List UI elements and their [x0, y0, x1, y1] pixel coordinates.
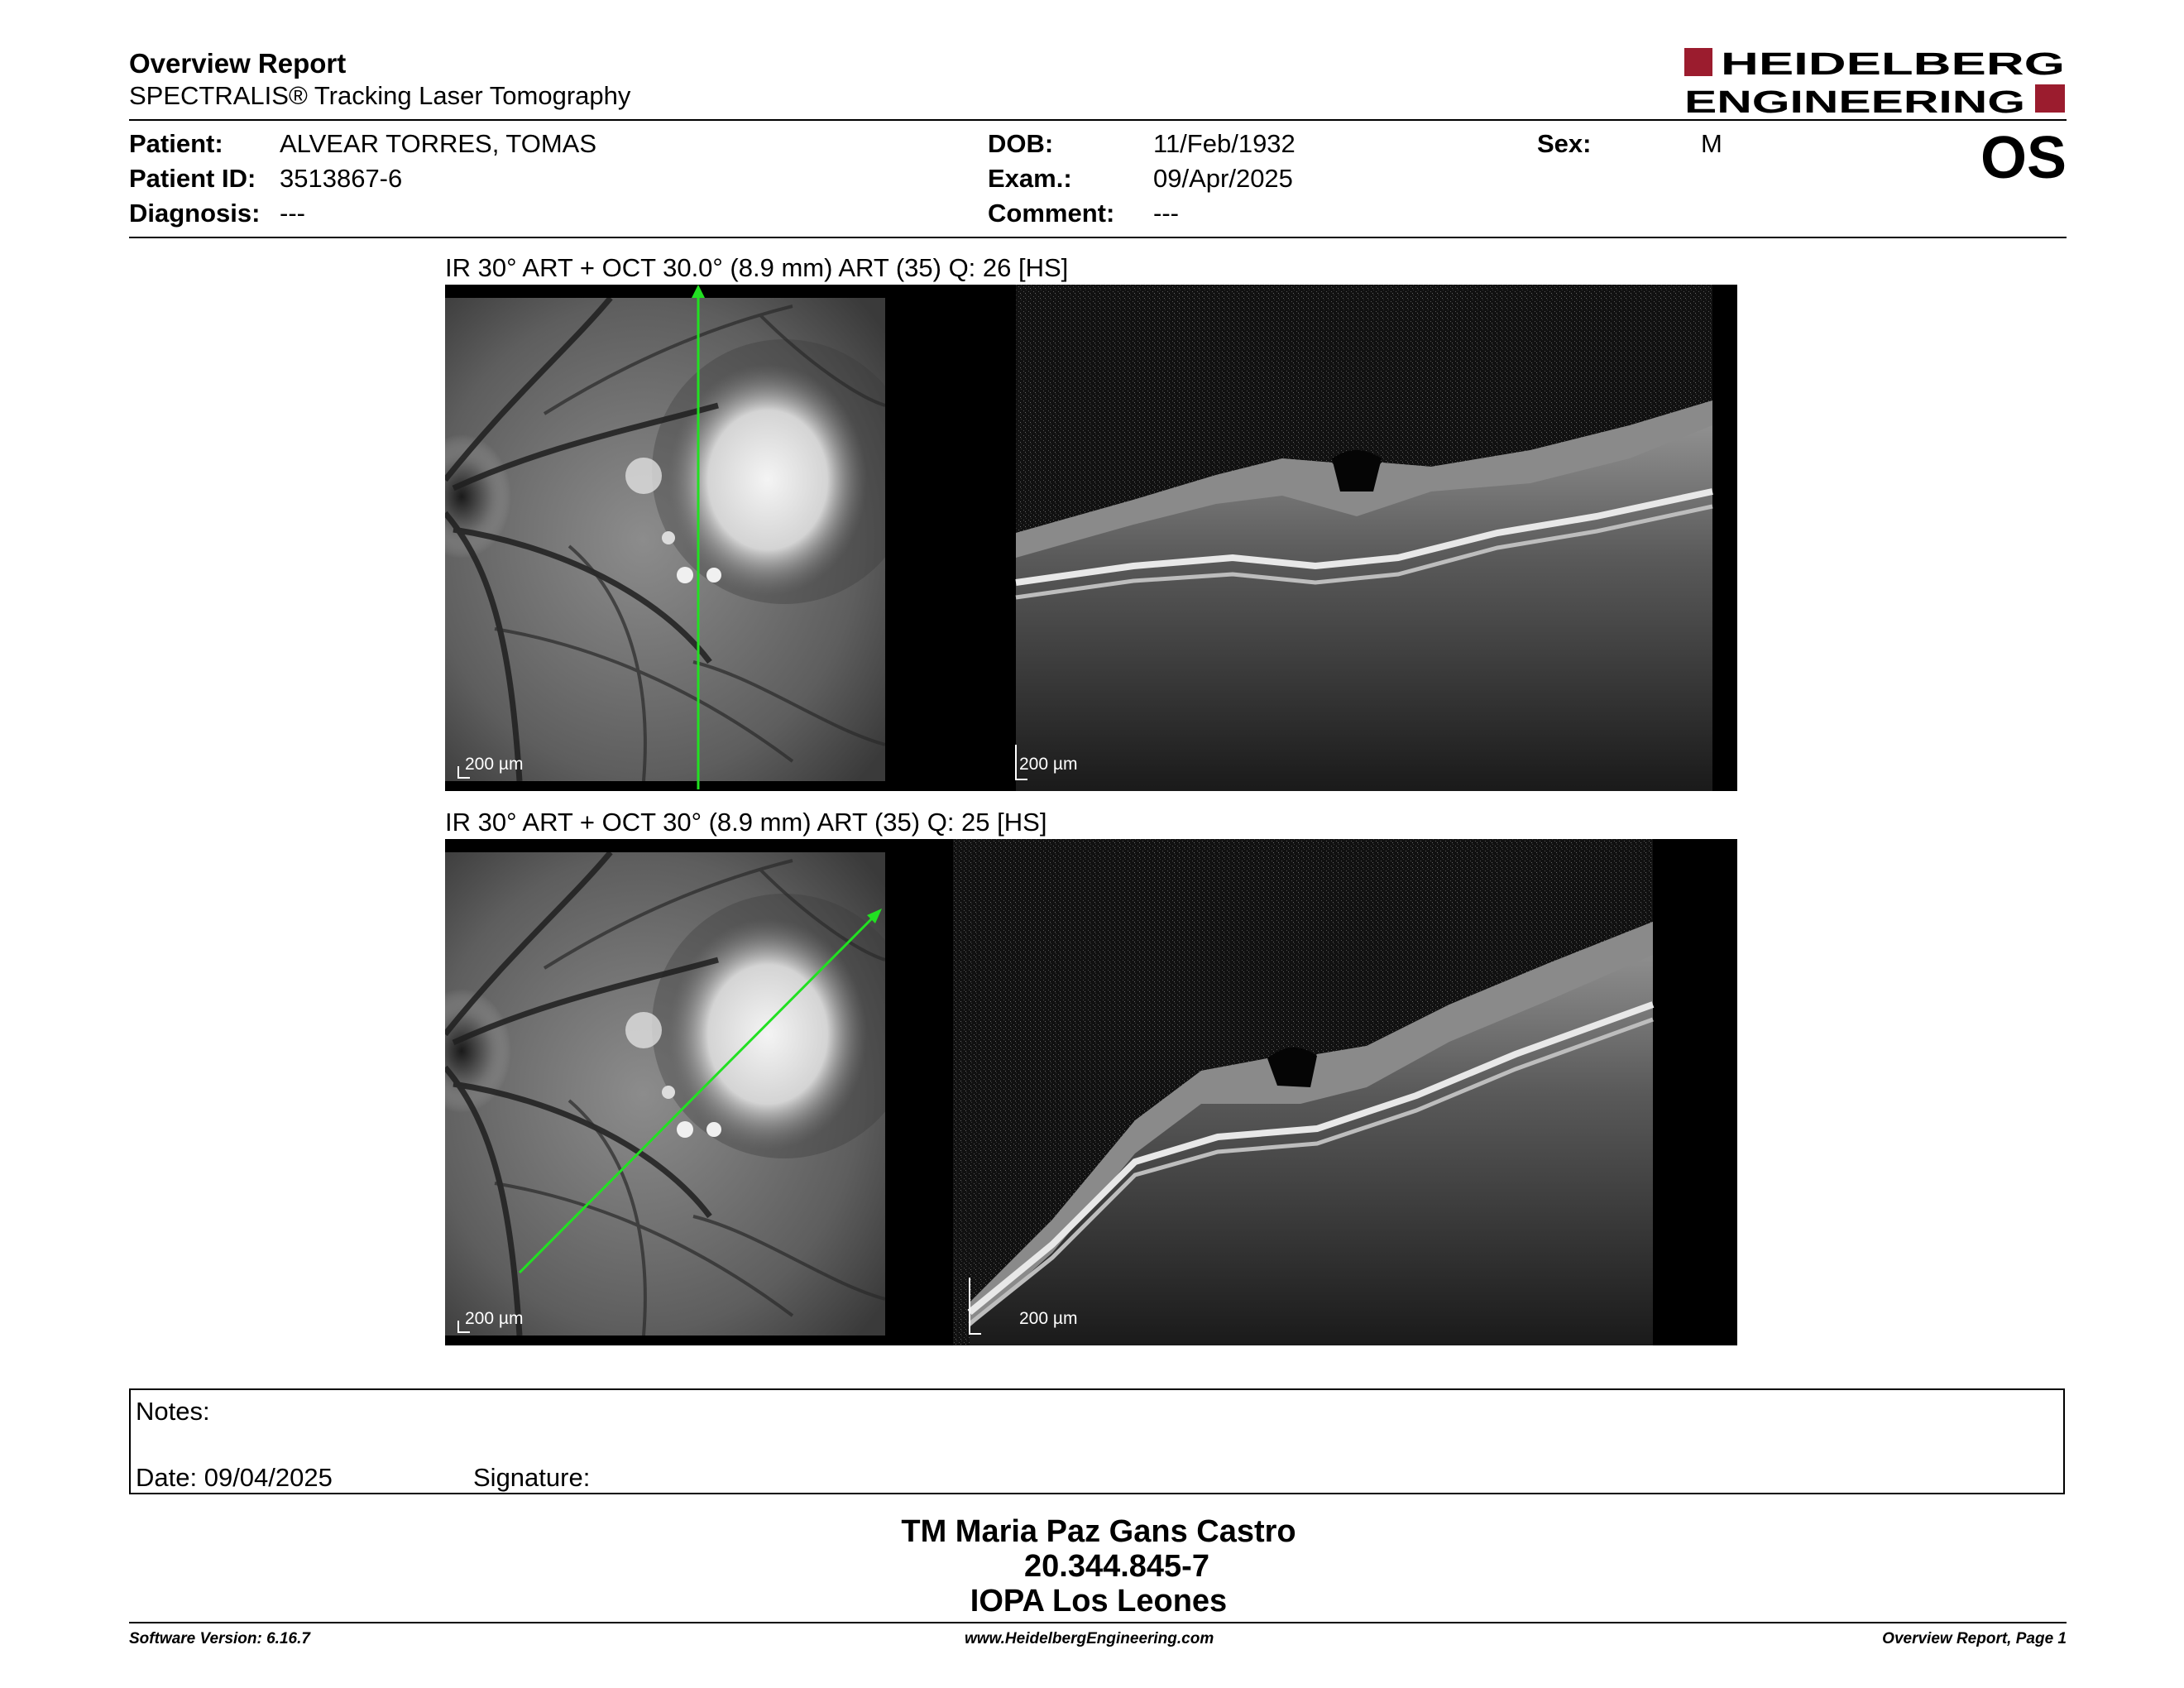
scan2-scan-line[interactable]	[445, 839, 941, 1345]
sex-label: Sex:	[1537, 129, 1592, 158]
scan2-panel	[445, 839, 1737, 1345]
scan2-oct-scale-label: 200 µm	[1019, 1309, 1078, 1328]
sex-value: M	[1701, 129, 1722, 158]
report-subtitle: SPECTRALIS® Tracking Laser Tomography	[129, 81, 631, 110]
dob-label: DOB:	[988, 129, 1054, 158]
scan1-oct-scalebar	[968, 285, 1034, 791]
scan2-oct-bscan[interactable]	[953, 839, 1737, 1345]
footer-divider	[129, 1622, 2067, 1623]
notes-box[interactable]	[129, 1388, 2065, 1494]
diagnosis-value: ---	[280, 199, 305, 228]
eye-indicator: OS	[1980, 125, 2067, 191]
signature-label: Signature:	[473, 1463, 591, 1492]
scan1-scan-line[interactable]	[445, 285, 941, 791]
scan1-label: IR 30° ART + OCT 30.0° (8.9 mm) ART (35) Q: 26 [HS]	[445, 253, 1069, 282]
patient-id: 3513867-6	[280, 164, 403, 193]
notes-label: Notes:	[136, 1397, 210, 1426]
patient-name: ALVEAR TORRES, TOMAS	[280, 129, 597, 158]
page-number: Overview Report, Page 1	[1882, 1630, 2067, 1647]
logo-line1: HEIDELBERG	[1721, 47, 2065, 82]
notes-date: Date: 09/04/2025	[136, 1463, 333, 1492]
patient-label: Patient:	[129, 129, 223, 158]
scan2-oct-scalebar	[953, 839, 1019, 1345]
signer-name: TM Maria Paz Gans Castro	[901, 1514, 1296, 1549]
signer-institution: IOPA Los Leones	[970, 1584, 1228, 1618]
comment-label: Comment:	[988, 199, 1115, 228]
scan2-fundus-scale-label: 200 µm	[465, 1309, 524, 1328]
exam-date: 09/Apr/2025	[1153, 164, 1293, 193]
software-version: Software Version: 6.16.7	[129, 1630, 310, 1647]
scan1-panel	[445, 285, 1737, 791]
scan1-oct-scale-label: 200 µm	[1019, 755, 1078, 774]
heidelberg-logo	[1684, 46, 2067, 116]
diagnosis-label: Diagnosis:	[129, 199, 261, 228]
signer-id: 20.344.845-7	[1024, 1549, 1209, 1584]
exam-label: Exam.:	[988, 164, 1072, 193]
scan1-oct-bscan[interactable]	[968, 285, 1737, 791]
dob-value: 11/Feb/1932	[1153, 129, 1296, 158]
patient-divider	[129, 237, 2067, 238]
logo-line2: ENGINEERING	[1684, 85, 2025, 116]
scan1-fundus-scale-label: 200 µm	[465, 755, 524, 774]
header-divider	[129, 119, 2067, 121]
patient-id-label: Patient ID:	[129, 164, 256, 193]
scan2-label: IR 30° ART + OCT 30° (8.9 mm) ART (35) Q: 25 [HS]	[445, 808, 1047, 837]
website-link[interactable]: www.HeidelbergEngineering.com	[965, 1630, 1214, 1647]
report-title: Overview Report	[129, 48, 347, 79]
comment-value: ---	[1153, 199, 1179, 228]
